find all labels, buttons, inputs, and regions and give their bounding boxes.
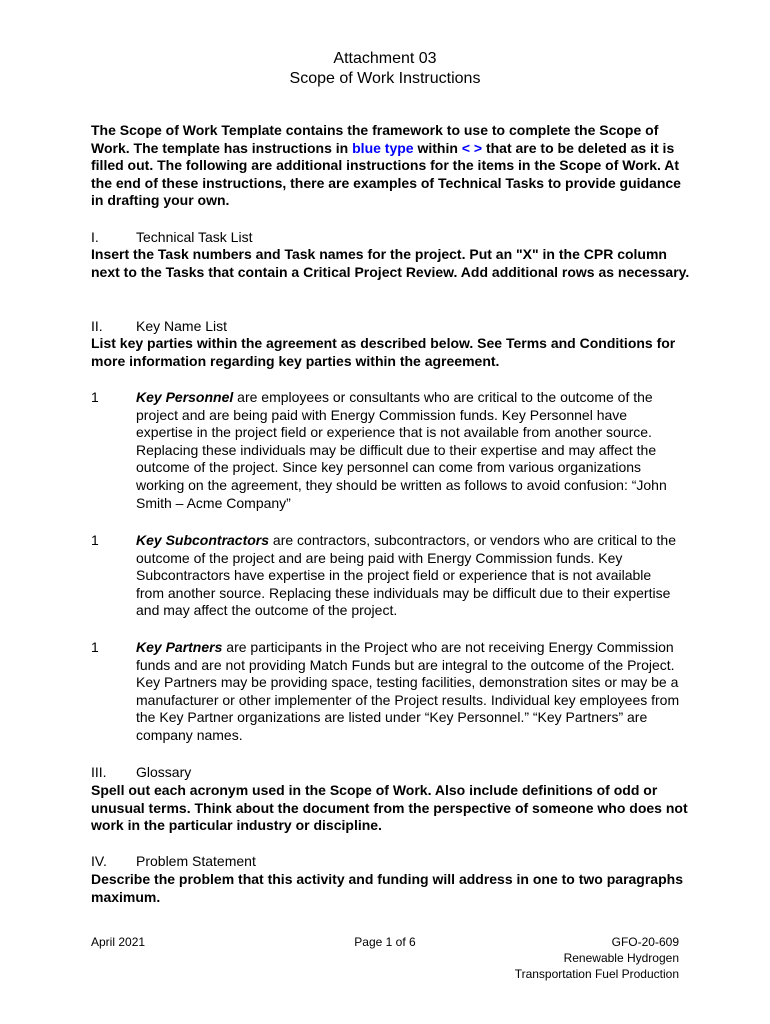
- list-item-number: 1: [91, 639, 99, 655]
- section-number: II.: [91, 318, 103, 334]
- footer-page-number: Page 1 of 6: [354, 935, 416, 949]
- intro-text-3: that are to be deleted as it is filled out. The following are additional instructions for the items in the Scope of Work. At the end of these instructions, there are examples of Technical Tasks to provide guidance in drafting your own.: [91, 139, 681, 209]
- footer-program-info: [515, 934, 679, 982]
- intro-text-2: within: [413, 139, 462, 156]
- section-body-problem-statement: Describe the problem that this activity and funding will address in one to two paragraphs maximum.: [91, 871, 683, 905]
- section-number: III.: [91, 764, 107, 780]
- list-item-text: are participants in the Project who are not receiving Energy Commission funds and are not providing Match Funds but are integral to the outcome of the Project. Key Partners may be providing space, testing facilities, demonstration sites or may be a manufacturer or other implementer of the Project results. Individual key employees from the Key Partner organizations are listed under “Key Personnel.” “Key Partners” are company names.: [136, 639, 680, 743]
- attachment-label: Attachment 03: [333, 50, 437, 67]
- footer-date: April 2021: [91, 935, 146, 949]
- list-item-term: Key Subcontractors: [136, 532, 270, 548]
- section-heading-problem-statement: [91, 853, 256, 870]
- section-body-technical-task-list: Insert the Task numbers and Task names for the project. Put an "X" in the CPR column next to the Tasks that contain a Critical Project Review. Add additional rows as necessary.: [91, 246, 690, 280]
- section-heading-key-name-list: [91, 318, 227, 335]
- footer-program-line-1: Renewable Hydrogen: [563, 951, 679, 965]
- intro-paragraph: [91, 122, 691, 210]
- section-body-glossary: Spell out each acronym used in the Scope of Work. Also include definitions of odd or unusual terms. Think about the document from the perspective of someone who does not work in the particular industry or discipline.: [91, 782, 688, 834]
- section-title: Glossary: [136, 764, 192, 780]
- list-item-key-personnel: [136, 389, 683, 512]
- footer-program-line-2: Transportation Fuel Production: [514, 967, 679, 981]
- list-item-number: 1: [91, 532, 99, 548]
- intro-text-1: The Scope of Work Template contains the framework to use to complete the Scope of Work. The template has instructions in: [91, 122, 659, 156]
- list-item-number: 1: [91, 389, 99, 405]
- section-title: Technical Task List: [136, 229, 253, 245]
- page-title: Scope of Work Instructions: [289, 70, 481, 87]
- footer-solicitation-code: GFO-20-609: [611, 935, 679, 949]
- intro-brackets: < >: [461, 139, 483, 156]
- section-heading-glossary: [91, 764, 191, 781]
- list-item-term: Key Personnel: [136, 389, 234, 405]
- list-item-text: are employees or consultants who are critical to the outcome of the project and are being paid with Energy Commission funds. Key Personnel have expertise in the project field or experience that is not available from another source. Replacing these individuals may be difficult due to their expertise and may affect the outcome of the project. Since key personnel can come from various organizations working on the agreement, they should be written as follows to avoid confusion: “John Smith – Acme Company”: [136, 389, 667, 511]
- section-number: IV.: [91, 853, 107, 869]
- list-item-term: Key Partners: [136, 639, 223, 655]
- list-item-key-subcontractors: [136, 532, 683, 620]
- list-item-text: are contractors, subcontractors, or vendors who are critical to the outcome of the project and are being paid with Energy Commission funds. Key Subcontractors have expertise in the project field or experience that is not available from another source. Replacing these individuals may be difficult due to their expertise and may affect the outcome of the project.: [136, 532, 677, 619]
- intro-blue-type: blue type: [352, 139, 414, 156]
- section-number: I.: [91, 229, 99, 245]
- section-body-key-name-list: List key parties within the agreement as described below. See Terms and Conditions for more information regarding key parties within the agreement.: [91, 335, 676, 369]
- section-title: Problem Statement: [136, 853, 256, 869]
- section-heading-technical-task-list: [91, 229, 252, 246]
- section-title: Key Name List: [136, 318, 228, 334]
- list-item-key-partners: [136, 639, 683, 745]
